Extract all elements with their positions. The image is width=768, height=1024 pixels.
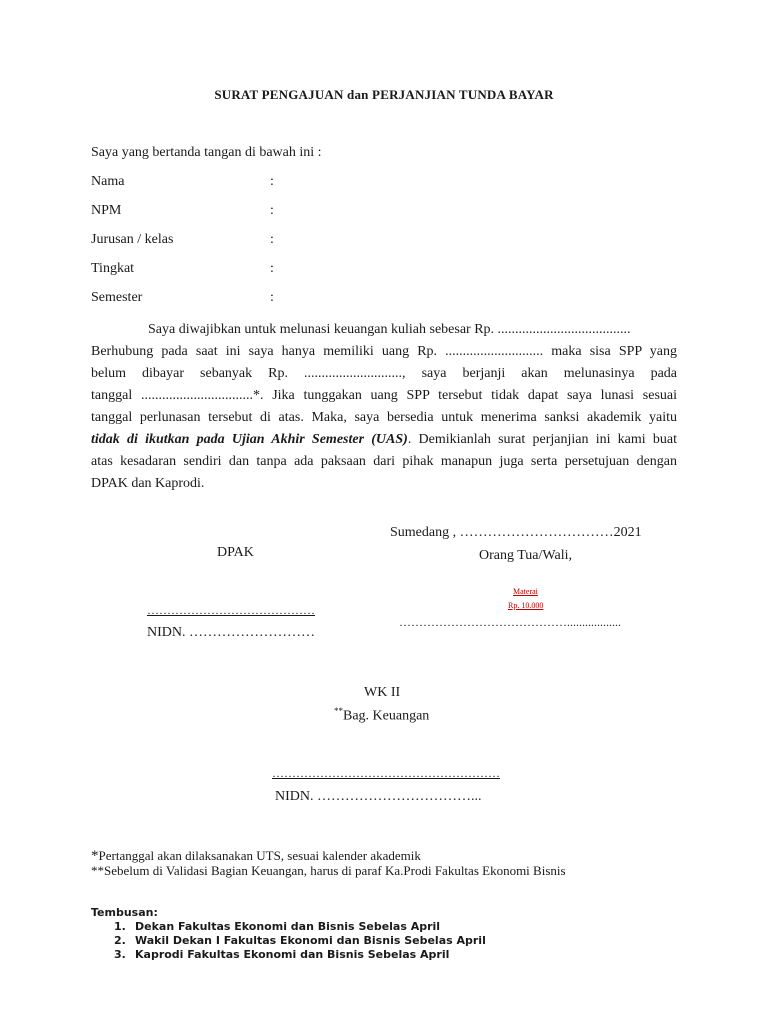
footnote-1-mark: * xyxy=(91,848,99,864)
paragraph-line-2: Berhubung pada saat ini saya hanya memiliki uang Rp. ............................ maka sisa SPP yang xyxy=(91,344,677,359)
tembusan-num-1: 1. xyxy=(114,920,126,933)
tembusan-item-2: Wakil Dekan I Fakultas Ekonomi dan Bisnis Sebelas April xyxy=(135,934,486,947)
paragraph-line-5: tanggal perlunasan tersebut di atas. Maka, saya bersedia untuk menerima sanksi akademik yaitu xyxy=(91,410,677,425)
tembusan-num-3: 3. xyxy=(114,948,126,961)
keuangan-label xyxy=(334,706,429,725)
parent-label: Orang Tua/Wali, xyxy=(479,548,572,563)
paragraph-line-4: tanggal ................................*. Jika tunggakan uang SPP tersebut tidak dapat saya lunasi sesuai xyxy=(91,388,677,403)
field-colon-npm: : xyxy=(270,203,274,218)
document-title: SURAT PENGAJUAN dan PERJANJIAN TUNDA BAYAR xyxy=(214,87,554,102)
paragraph-line-6-rest: . Demikianlah surat perjanjian ini kami buat xyxy=(407,432,677,447)
dpak-label: DPAK xyxy=(217,545,254,560)
field-label-nama: Nama xyxy=(91,174,125,189)
dpak-nidn: NIDN. ……………………… xyxy=(147,625,315,640)
paragraph-line-1: Saya diwajibkan untuk melunasi keuangan kuliah sebesar Rp. ...................................... xyxy=(148,322,631,337)
intro-text: Saya yang bertanda tangan di bawah ini : xyxy=(91,145,322,160)
field-colon-nama: : xyxy=(270,174,274,189)
wk-label: WK II xyxy=(364,685,401,700)
paragraph-line-8: DPAK dan Kaprodi. xyxy=(91,476,205,491)
materai-amount: Rp. 10.000 xyxy=(508,601,544,610)
tembusan-item-3: Kaprodi Fakultas Ekonomi dan Bisnis Sebelas April xyxy=(135,948,450,961)
footnote-2: **Sebelum di Validasi Bagian Keuangan, harus di paraf Ka.Prodi Fakultas Ekonomi Bisnis xyxy=(91,863,566,878)
dpak-signature-line: …………………………………… xyxy=(147,603,315,617)
tembusan-item-1: Dekan Fakultas Ekonomi dan Bisnis Sebelas April xyxy=(135,920,441,933)
tembusan-title: Tembusan: xyxy=(91,906,158,919)
field-label-npm: NPM xyxy=(91,203,122,218)
paragraph-line-3: belum dibayar sebanyak Rp. ............................, saya berjanji akan melunasinya pada xyxy=(91,366,677,381)
paragraph-line-6 xyxy=(91,429,677,451)
field-colon-tingkat: : xyxy=(270,261,274,276)
keuangan-text: Bag. Keuangan xyxy=(343,708,430,724)
materai-label: Materai xyxy=(513,587,538,596)
wk-nidn: NIDN. ……………………………... xyxy=(275,789,482,804)
parent-signature-line: …………………………………….................. xyxy=(399,615,621,629)
wk-signature-line: ………………………………………………… xyxy=(272,766,500,780)
sanction-emphasis: tidak di ikutkan pada Ujian Akhir Semester (UAS) xyxy=(91,432,408,447)
tembusan-num-2: 2. xyxy=(114,934,126,947)
field-colon-jurusan: : xyxy=(270,232,274,247)
field-label-tingkat: Tingkat xyxy=(91,261,135,276)
field-label-jurusan: Jurusan / kelas xyxy=(91,232,174,247)
field-colon-semester: : xyxy=(270,290,274,305)
footnote-1-text: Pertanggal akan dilaksanakan UTS, sesuai kalender akademik xyxy=(98,848,421,863)
agreement-paragraph xyxy=(91,319,677,495)
paragraph-line-7: atas kesadaran sendiri dan tanpa ada paksaan dari pihak manapun juga serta persetujuan dengan xyxy=(91,454,677,469)
place-date: Sumedang , ……………………………2021 xyxy=(390,525,642,540)
keuangan-mark: ** xyxy=(334,706,343,716)
field-label-semester: Semester xyxy=(91,290,143,305)
